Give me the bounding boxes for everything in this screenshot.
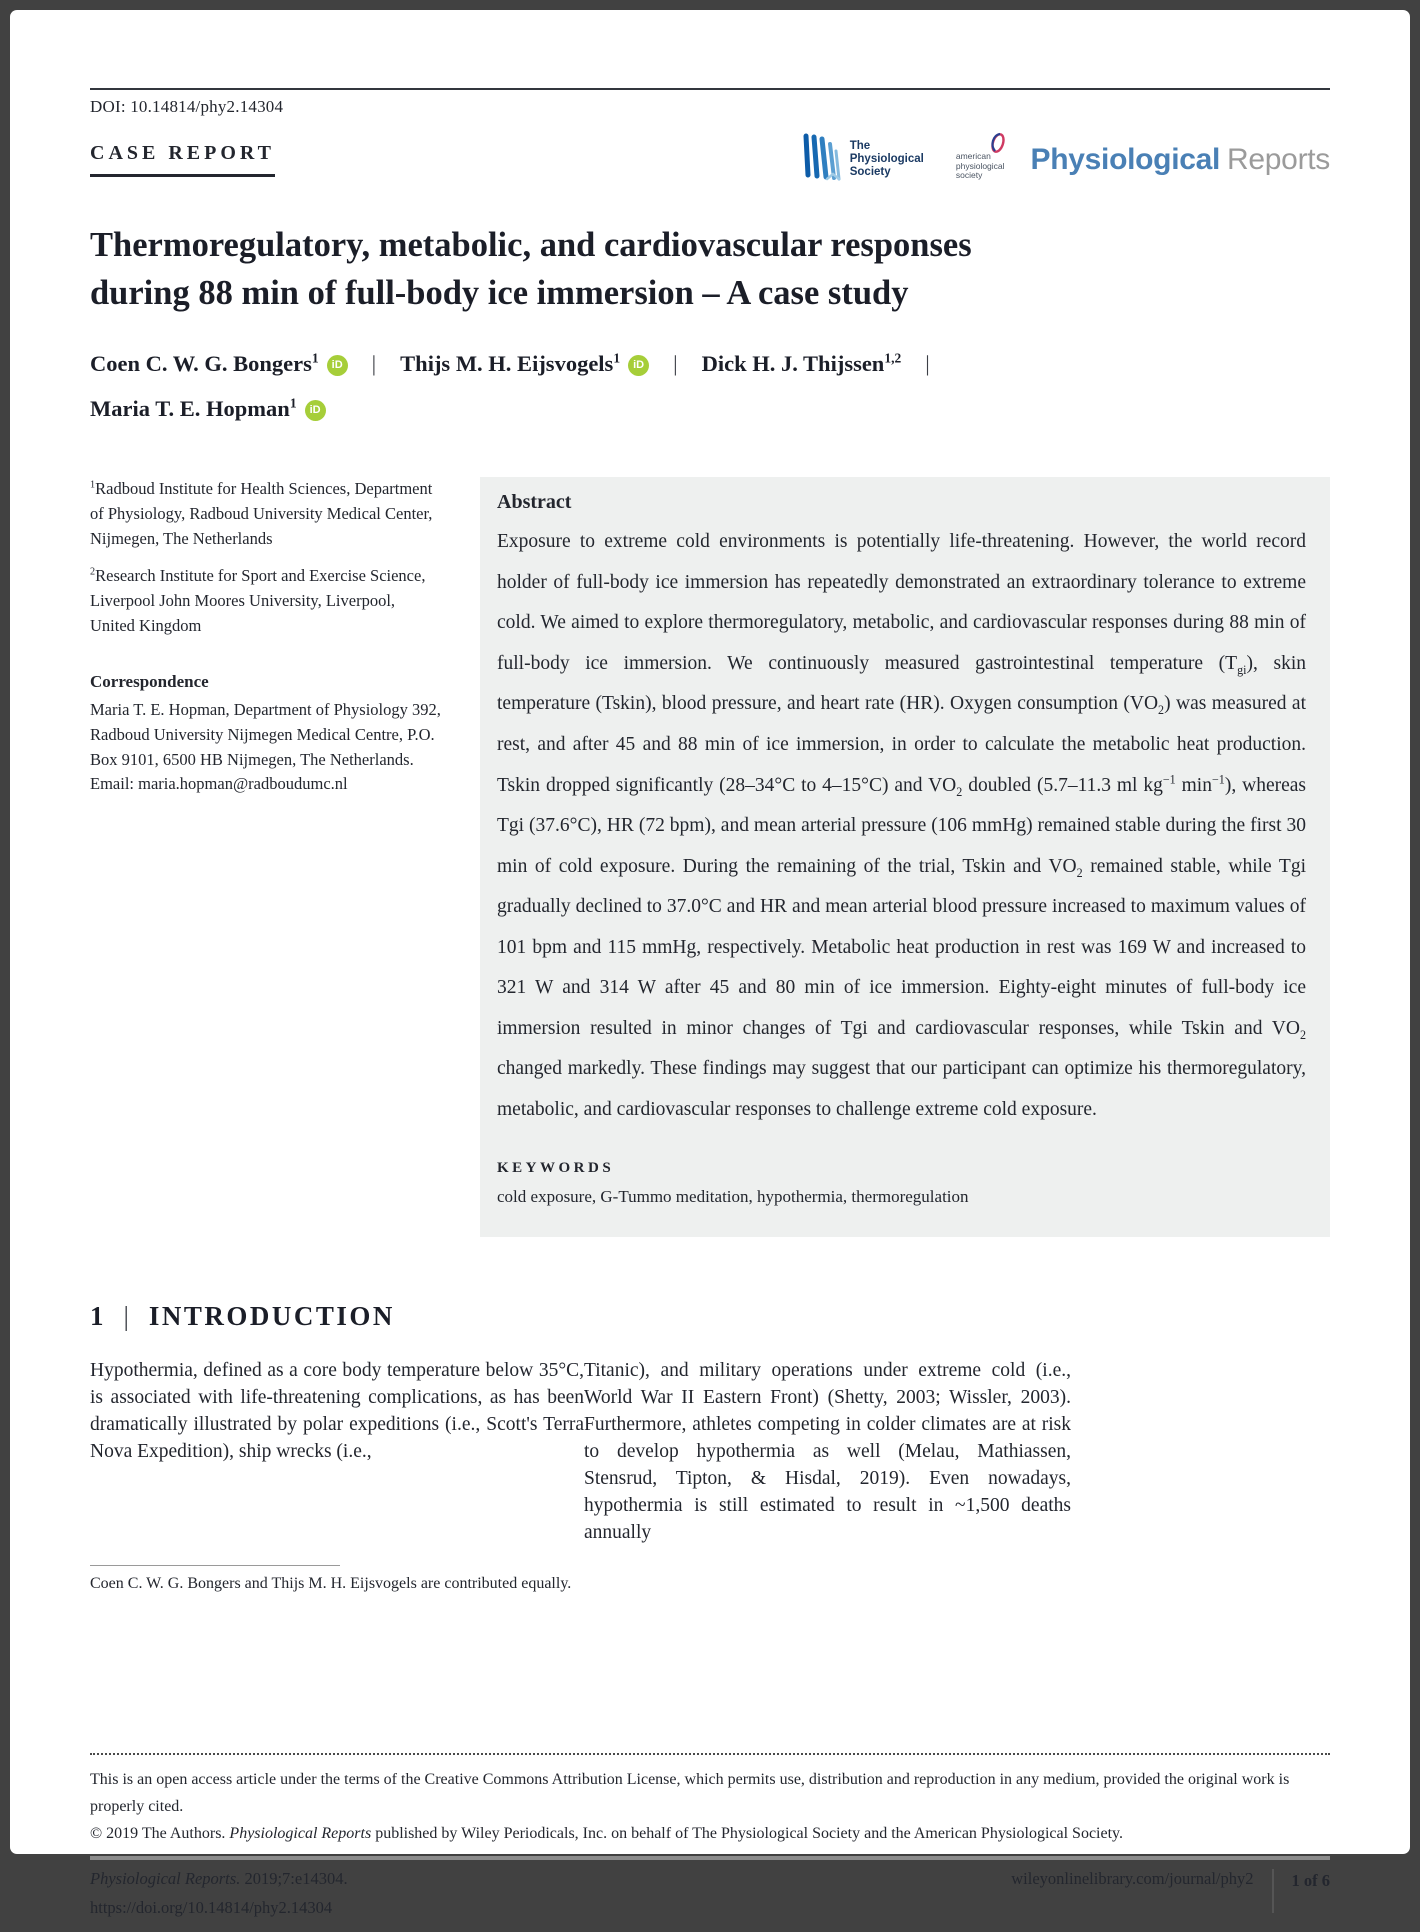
equal-contribution-note: Coen C. W. G. Bongers and Thijs M. H. Eijsvogels are contributed equally. bbox=[90, 1574, 572, 1592]
author-affiliation-sup: 1 bbox=[311, 350, 319, 366]
email-link[interactable]: maria.hopman@radboudumc.nl bbox=[138, 774, 348, 794]
abstract-panel bbox=[480, 477, 1330, 1237]
author-affiliation-sup: 1 bbox=[289, 395, 297, 411]
article-type-label: CASE REPORT bbox=[90, 142, 275, 177]
journal-wordmark bbox=[1031, 143, 1330, 177]
copyright-text: © 2019 The Authors. Physiological Reports published by Wiley Periodicals, Inc. on behalf of The Physiological Society and the American Physiological Society. bbox=[90, 1825, 1123, 1842]
article-title-line2: during 88 min of full-body ice immersion – A case study bbox=[90, 273, 909, 312]
tps-logo-text-line1: The bbox=[849, 140, 871, 153]
footnote-block bbox=[90, 1565, 1330, 1593]
correspondence-email-line bbox=[90, 772, 442, 797]
footer-rule bbox=[90, 1856, 1330, 1860]
author-separator: | bbox=[925, 351, 930, 377]
section-number: 1 bbox=[90, 1301, 104, 1332]
header-row bbox=[90, 133, 1330, 186]
author-separator: | bbox=[371, 351, 377, 377]
journal-citation: Physiological Reports. 2019;7:e14304. https://doi.org/10.14814/phy2.14304 bbox=[90, 1869, 348, 1917]
page-number: 1 of 6 bbox=[1291, 1871, 1330, 1890]
article-title-line1: Thermoregulatory, metabolic, and cardiovascular responses bbox=[90, 226, 972, 264]
author-separator: | bbox=[673, 351, 678, 377]
author-affiliation-sup: 1,2 bbox=[884, 350, 902, 366]
abstract-heading: Abstract bbox=[497, 491, 572, 514]
author-affiliation-sup: 1 bbox=[613, 350, 621, 366]
footer-vertical-divider bbox=[1272, 1869, 1274, 1913]
journal-website-link[interactable]: wileyonlinelibrary.com/journal/phy2 bbox=[1011, 1869, 1254, 1888]
american-physiological-society-logo bbox=[956, 138, 1005, 181]
doi-text: DOI: 10.14814/phy2.14304 bbox=[90, 97, 284, 116]
doi-link[interactable]: https://doi.org/10.14814/phy2.14304 bbox=[90, 1898, 333, 1917]
affiliation-item: $^2$Research Institute for Sport and Exercise Science, Liverpool John Moores University, Liverpool, United Kingdom bbox=[90, 566, 426, 635]
intro-column-2: Titanic), and military operations under extreme cold (i.e., World War II Eastern Front) (Shetty, 2003; Wissler, 2003). Furthermore, athletes competing in colder climates are at risk to develop hypothermia as well (Melau, Mathiassen, Stensrud, Tipton, & Hisdal, 2019). Even nowadays, hypothermia is still estimated to result in ~1,500 deaths annually bbox=[584, 1360, 1071, 1543]
author-name: Maria T. E. Hopman$^1$ bbox=[90, 395, 297, 422]
physiological-society-fan-icon bbox=[801, 133, 843, 186]
aps-logo-text-line2: physiological bbox=[955, 160, 1005, 171]
author-name: Coen C. W. G. Bongers$^1$ bbox=[90, 350, 319, 377]
top-rule bbox=[90, 88, 1330, 90]
side-column bbox=[90, 477, 442, 1237]
section-title: INTRODUCTION bbox=[148, 1301, 395, 1332]
page-frame bbox=[10, 10, 1410, 1917]
author-list bbox=[90, 341, 1330, 431]
author-name: Thijs M. H. Eijsvogels$^1$ bbox=[400, 350, 621, 377]
email-label: Email: bbox=[90, 774, 139, 794]
orcid-icon[interactable]: iD bbox=[628, 355, 649, 376]
affiliation-item: $^1$Radboud Institute for Health Sciences, Department of Physiology, Radboud University Medical Center, Nijmegen, The Netherlands bbox=[90, 479, 433, 548]
dotted-divider bbox=[90, 1753, 1330, 1755]
copyright-journal-name: Physiological Reports bbox=[229, 1825, 372, 1842]
keywords-text: cold exposure, G-Tummo meditation, hypothermia, thermoregulation bbox=[497, 1187, 969, 1207]
section-divider: | bbox=[123, 1301, 129, 1332]
tps-logo-text-line3: Society bbox=[849, 165, 891, 178]
correspondence-heading: Correspondence bbox=[90, 671, 209, 691]
correspondence-text: Maria T. E. Hopman, Department of Physiology 392, Radboud University Nijmegen Medical Centre, P.O. Box 9101, 6500 HB Nijmegen, The Netherlands. bbox=[90, 700, 441, 769]
author-name: Dick H. J. Thijssen$^{1,2}$ bbox=[701, 350, 902, 377]
aps-loop-icon bbox=[987, 132, 1009, 161]
section-heading-introduction bbox=[90, 1301, 1330, 1332]
footnote-rule bbox=[90, 1565, 340, 1566]
journal-wordmark-physiological: Physiological bbox=[1030, 142, 1221, 176]
license-text: This is an open access article under the terms of the Creative Commons Attribution License, which permits use, distribution and reproduction in any medium, provided the original work is properly cited. bbox=[90, 1771, 1290, 1815]
article-title bbox=[90, 222, 1330, 317]
tps-logo-text-line2: Physiological bbox=[849, 153, 924, 166]
orcid-icon[interactable]: iD bbox=[305, 400, 326, 421]
logo-cluster bbox=[801, 133, 1330, 186]
orcid-icon[interactable]: iD bbox=[327, 355, 348, 376]
physiological-society-logo bbox=[801, 133, 924, 186]
keywords-heading: KEYWORDS bbox=[497, 1160, 615, 1177]
aps-logo-text-line3: society bbox=[955, 170, 983, 181]
aps-logo-text-line1: american bbox=[955, 150, 991, 161]
page-footer bbox=[90, 1753, 1330, 1918]
introduction-body bbox=[90, 1358, 1330, 1546]
abstract-text: Exposure to extreme cold environments is potentially life-threatening. However, the world record holder of full-body ice immersion has repeatedly demonstrated an extraordinary tolerance to extreme cold. We aimed to explore thermoregulatory, metabolic, and cardiovascular responses during 88 min of full-body ice immersion. We continuously measured gastrointestinal temperature $(T_{gi})$, skin temperature (Tskin), blood pressure, and heart rate (HR). Oxygen consumption $(VO_2)$ was measured at rest, and after 45 and 88 min of ice immersion, in order to calculate the metabolic heat production. Tskin dropped significantly (28–34°C to 4–15°C) and $VO_2$ doubled (5.7–11.3 ml $kg^{-1}$ $\min^{-1}$), whereas Tgi (37.6°C), HR (72 bpm), and mean arterial pressure (106 mmHg) remained stable during the first 30 min of cold exposure. During the remaining of the trial, Tskin and $VO_2$ remained stable, while Tgi gradually declined to 37.0°C and HR and mean arterial blood pressure increased to maximum values of 101 bpm and 115 mmHg, respectively. Metabolic heat production in rest was 169 W and increased to 321 W and 314 W after 45 and 80 min of ice immersion. Eighty-eight minutes of full-body ice immersion resulted in minor changes of Tgi and cardiovascular responses, while Tskin and $VO_2$ changed markedly. These findings may suggest that our participant can optimize his thermoregulatory, metabolic, and cardiovascular responses to challenge extreme cold exposure. bbox=[497, 531, 1306, 1120]
intro-column-1: Hypothermia, defined as a core body temperature below 35°C, is associated with life-threatening complications, as has been dramatically illustrated by polar expeditions (i.e., Scott's Terra Nova Expedition), ship wrecks (i.e., bbox=[90, 1360, 584, 1463]
journal-wordmark-reports: Reports bbox=[1227, 142, 1330, 176]
